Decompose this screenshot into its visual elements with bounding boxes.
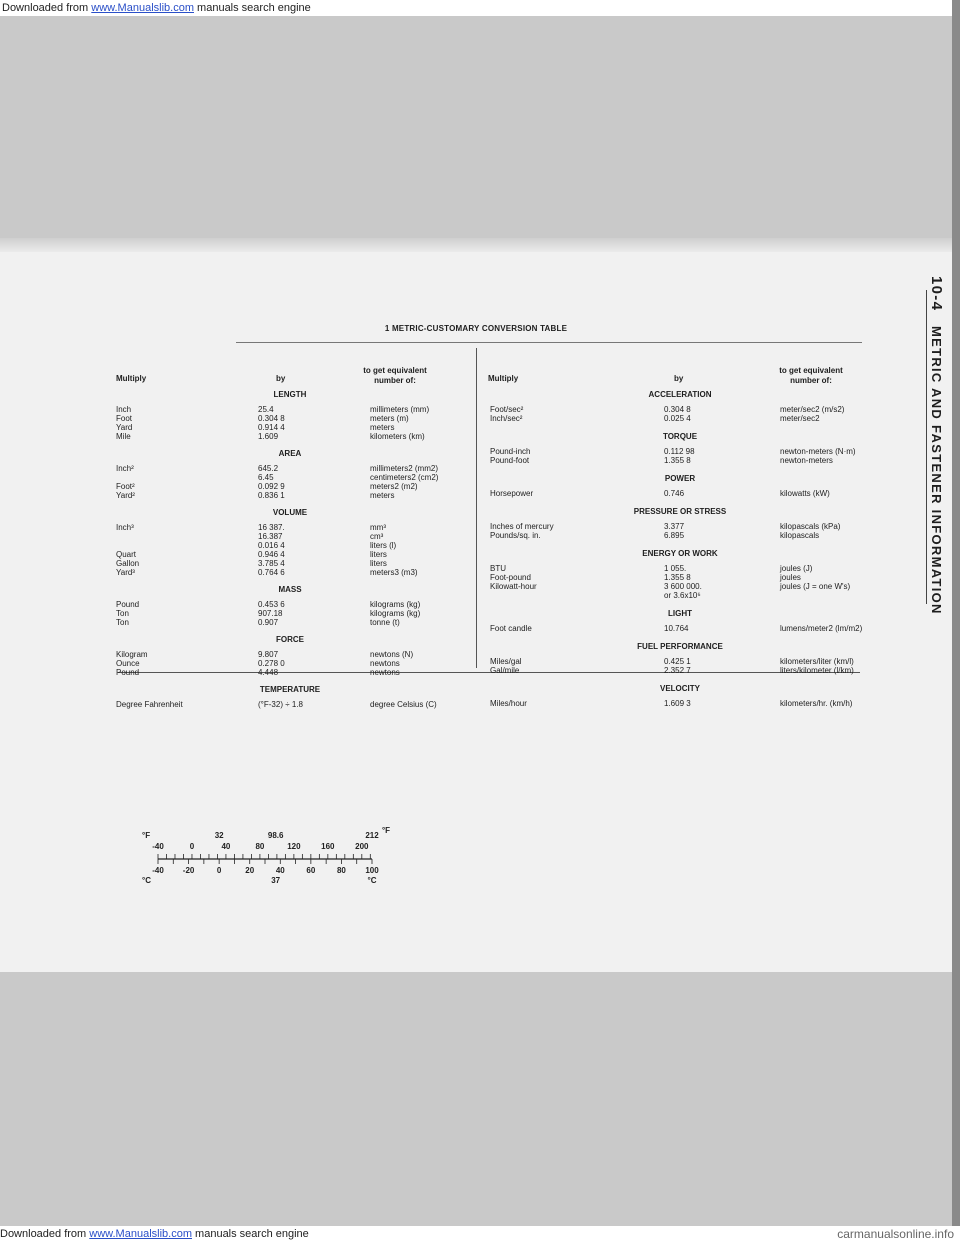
factor-value: 0.746 [664, 489, 685, 498]
multiply-unit: Inch³ [116, 523, 134, 532]
right-equivalent-header [756, 366, 866, 386]
multiply-unit: Ounce [116, 659, 140, 668]
multiply-unit: Miles/gal [490, 657, 522, 666]
equivalent-unit: newtons [370, 659, 400, 668]
equivalent-unit: lumens/meter2 (lm/m2) [780, 624, 863, 633]
celsius-label: -20 [182, 866, 195, 875]
fahrenheit-unit: °F [142, 831, 151, 840]
multiply-unit: Inches of mercury [490, 522, 554, 531]
right-by-header: by [674, 374, 684, 383]
equivalent-unit: liters [370, 550, 387, 559]
equivalent-unit: joules (J) [780, 564, 813, 573]
equivalent-unit: newtons (N) [370, 650, 414, 659]
factor-value: 3.377 [664, 522, 685, 531]
section-title: METRIC AND FASTENER INFORMATION [929, 325, 944, 615]
factor-value: 0.836 1 [258, 491, 285, 500]
factor-value: 3 600 000. [664, 582, 702, 591]
side-rule [926, 290, 927, 604]
right-multiply-header: Multiply [488, 374, 519, 383]
section-heading: AREA [278, 449, 302, 458]
equivalent-unit: kilometers/liter (km/l) [780, 657, 854, 666]
factor-value: 9.807 [258, 650, 279, 659]
footer-manualslib-link[interactable]: www.Manualslib.com [89, 1228, 192, 1240]
factor-value: or 3.6x10⁶ [664, 591, 701, 600]
equivalent-unit: joules [780, 573, 801, 582]
left-equivalent-line1: to get equivalent [363, 366, 427, 375]
equivalent-unit: kilograms (kg) [370, 600, 421, 609]
celsius-label: 40 [275, 866, 285, 875]
factor-value: 0.025 4 [664, 414, 691, 423]
title-text: METRIC-CUSTOMARY CONVERSION TABLE [391, 324, 568, 333]
section-heading: FORCE [276, 635, 304, 644]
section-heading: LENGTH [273, 390, 307, 399]
section-heading: TEMPERATURE [259, 685, 321, 694]
multiply-unit: Pounds/sq. in. [490, 531, 541, 540]
section-heading: MASS [278, 585, 302, 594]
factor-value: (°F-32) ÷ 1.8 [258, 700, 303, 709]
multiply-unit: Pound [116, 668, 140, 677]
multiply-unit: Pound-foot [490, 456, 530, 465]
download-suffix: manuals search engine [197, 2, 311, 14]
multiply-unit: Pound [116, 600, 140, 609]
celsius-label: 37 [271, 876, 281, 885]
multiply-unit: BTU [490, 564, 506, 573]
factor-value: 16.387 [258, 532, 283, 541]
column-divider [476, 348, 477, 668]
section-heading: VOLUME [272, 508, 308, 517]
equivalent-unit: millimeters2 (mm2) [370, 464, 438, 473]
footer-prefix: Downloaded from [0, 1228, 87, 1240]
fahrenheit-label: 40 [221, 842, 231, 851]
equivalent-unit: kilograms (kg) [370, 609, 421, 618]
fahrenheit-label: -40 [152, 842, 164, 851]
multiply-unit: Inch² [116, 464, 134, 473]
download-footer [0, 1226, 960, 1242]
equivalent-unit: liters (l) [370, 541, 397, 550]
factor-value: 0.304 8 [664, 405, 691, 414]
multiply-unit: Yard³ [116, 568, 135, 577]
celsius-label: 60 [306, 866, 316, 875]
left-multiply-header: Multiply [116, 374, 147, 383]
multiply-unit: Gallon [116, 559, 140, 568]
multiply-unit: Pound-inch [490, 447, 531, 456]
factor-value: 2.352 7 [664, 666, 691, 675]
factor-value: 1.355 8 [664, 573, 691, 582]
page-title [0, 324, 952, 333]
multiply-unit: Inch [116, 405, 132, 414]
equivalent-unit: cm³ [370, 532, 384, 541]
factor-value: 0.016 4 [258, 541, 285, 550]
manualslib-link[interactable]: www.Manualslib.com [91, 2, 194, 14]
factor-value: 16 387. [258, 523, 285, 532]
factor-value: 1.355 8 [664, 456, 691, 465]
multiply-unit: Foot² [116, 482, 135, 491]
left-equivalent-header [340, 366, 450, 386]
factor-value: 0.453 6 [258, 600, 285, 609]
multiply-unit: Foot [116, 414, 133, 423]
factor-value: 0.907 [258, 618, 279, 627]
factor-value: 0.304 8 [258, 414, 285, 423]
multiply-unit: Ton [116, 609, 129, 618]
page-edge [952, 0, 960, 1242]
multiply-unit: Mile [116, 432, 131, 441]
celsius-unit-right: °C [367, 876, 377, 885]
section-heading: FUEL PERFORMANCE [637, 642, 723, 651]
factor-value: 3.785 4 [258, 559, 285, 568]
title-mark: 1 [384, 324, 390, 333]
multiply-unit: Gal/mile [490, 666, 520, 675]
equivalent-unit: millimeters (mm) [370, 405, 430, 414]
celsius-unit: °C [142, 876, 151, 885]
equivalent-unit: newton-meters (N·m) [780, 447, 856, 456]
fahrenheit-label: 200 [355, 842, 369, 851]
multiply-unit: Miles/hour [490, 699, 527, 708]
multiply-unit: Kilogram [116, 650, 148, 659]
equivalent-unit: meters [370, 423, 395, 432]
factor-value: 0.764 6 [258, 568, 285, 577]
section-heading: ENERGY OR WORK [642, 549, 718, 558]
fahrenheit-label: 120 [287, 842, 301, 851]
factor-value: 0.914 4 [258, 423, 285, 432]
factor-value: 6.45 [258, 473, 274, 482]
equivalent-unit: kilopascals (kPa) [780, 522, 841, 531]
equivalent-unit: kilometers/hr. (km/h) [780, 699, 853, 708]
section-heading: VELOCITY [659, 684, 700, 693]
fahrenheit-unit-right: °F [381, 827, 391, 835]
multiply-unit: Inch/sec² [490, 414, 523, 423]
section-heading: ACCELERATION [648, 390, 712, 399]
equivalent-unit: mm³ [370, 523, 386, 532]
equivalent-unit: meters [370, 491, 395, 500]
equivalent-unit: centimeters2 (cm2) [370, 473, 439, 482]
celsius-label: 20 [245, 866, 255, 875]
equivalent-unit: liters [370, 559, 387, 568]
factor-value: 907.18 [258, 609, 283, 618]
right-equivalent-line2: number of: [790, 376, 832, 385]
celsius-label: 0 [216, 866, 222, 875]
multiply-unit: Foot/sec² [490, 405, 524, 414]
section-heading: PRESSURE OR STRESS [633, 507, 727, 516]
equivalent-unit: meters (m) [370, 414, 409, 423]
factor-value: 0.092 9 [258, 482, 285, 491]
fahrenheit-label: 212 [365, 831, 379, 840]
left-equivalent-line2: number of: [374, 376, 416, 385]
equivalent-unit: meters2 (m2) [370, 482, 418, 491]
multiply-unit: Quart [116, 550, 137, 559]
side-label [930, 276, 946, 616]
temperature-scale [140, 827, 400, 897]
multiply-unit: Yard² [116, 491, 135, 500]
factor-value: 645.2 [258, 464, 279, 473]
equivalent-unit: newton-meters [780, 456, 833, 465]
multiply-unit: Horsepower [490, 489, 534, 498]
celsius-label: 100 [365, 866, 379, 875]
watermark: carmanualsonline.info [837, 1227, 954, 1241]
right-equivalent-line1: to get equivalent [779, 366, 843, 375]
equivalent-unit: meter/sec2 (m/s2) [780, 405, 845, 414]
celsius-label: -40 [152, 866, 164, 875]
factor-value: 6.895 [664, 531, 685, 540]
footer-suffix: manuals search engine [195, 1228, 309, 1240]
factor-value: 0.278 0 [258, 659, 285, 668]
multiply-unit: Yard [116, 423, 133, 432]
celsius-label: 80 [336, 866, 346, 875]
factor-value: 1 055. [664, 564, 687, 573]
download-prefix: Downloaded from [2, 2, 89, 14]
section-heading: TORQUE [662, 432, 698, 441]
multiply-unit: Foot candle [490, 624, 532, 633]
left-by-header: by [276, 374, 286, 383]
equivalent-unit: tonne (t) [370, 618, 400, 627]
equivalent-unit: kilowatts (kW) [780, 489, 830, 498]
factor-value: 0.946 4 [258, 550, 285, 559]
equivalent-unit: kilometers (km) [370, 432, 425, 441]
fahrenheit-label: 160 [321, 842, 335, 851]
equivalent-unit: kilopascals [780, 531, 820, 540]
factor-value: 1.609 [258, 432, 279, 441]
factor-value: 4.448 [258, 668, 279, 677]
multiply-unit: Foot-pound [490, 573, 531, 582]
factor-value: 25.4 [258, 405, 274, 414]
fahrenheit-label: 32 [214, 831, 224, 840]
multiply-unit: Ton [116, 618, 129, 627]
manual-page [0, 252, 952, 972]
fahrenheit-label: 98.6 [267, 831, 284, 840]
bottom-rule [118, 672, 860, 673]
top-rule [236, 342, 862, 343]
equivalent-unit: liters/kilometer (l/km) [780, 666, 854, 675]
equivalent-unit: degree Celsius (C) [370, 700, 437, 709]
section-heading: LIGHT [668, 609, 692, 618]
equivalent-unit: joules (J = one W's) [780, 582, 851, 591]
multiply-unit: Kilowatt-hour [490, 582, 537, 591]
section-heading: POWER [664, 474, 696, 483]
fahrenheit-label: 0 [189, 842, 195, 851]
multiply-unit: Degree Fahrenheit [116, 700, 183, 709]
equivalent-unit: meters3 (m3) [370, 568, 418, 577]
factor-value: 0.425 1 [664, 657, 691, 666]
factor-value: 0.112 98 [664, 447, 695, 456]
factor-value: 10.764 [664, 624, 689, 633]
section-number: 10-4 [928, 276, 945, 312]
factor-value: 1.609 3 [664, 699, 691, 708]
equivalent-unit: newtons [370, 668, 400, 677]
equivalent-unit: meter/sec2 [780, 414, 820, 423]
fahrenheit-label: 80 [255, 842, 265, 851]
download-header [0, 0, 960, 16]
